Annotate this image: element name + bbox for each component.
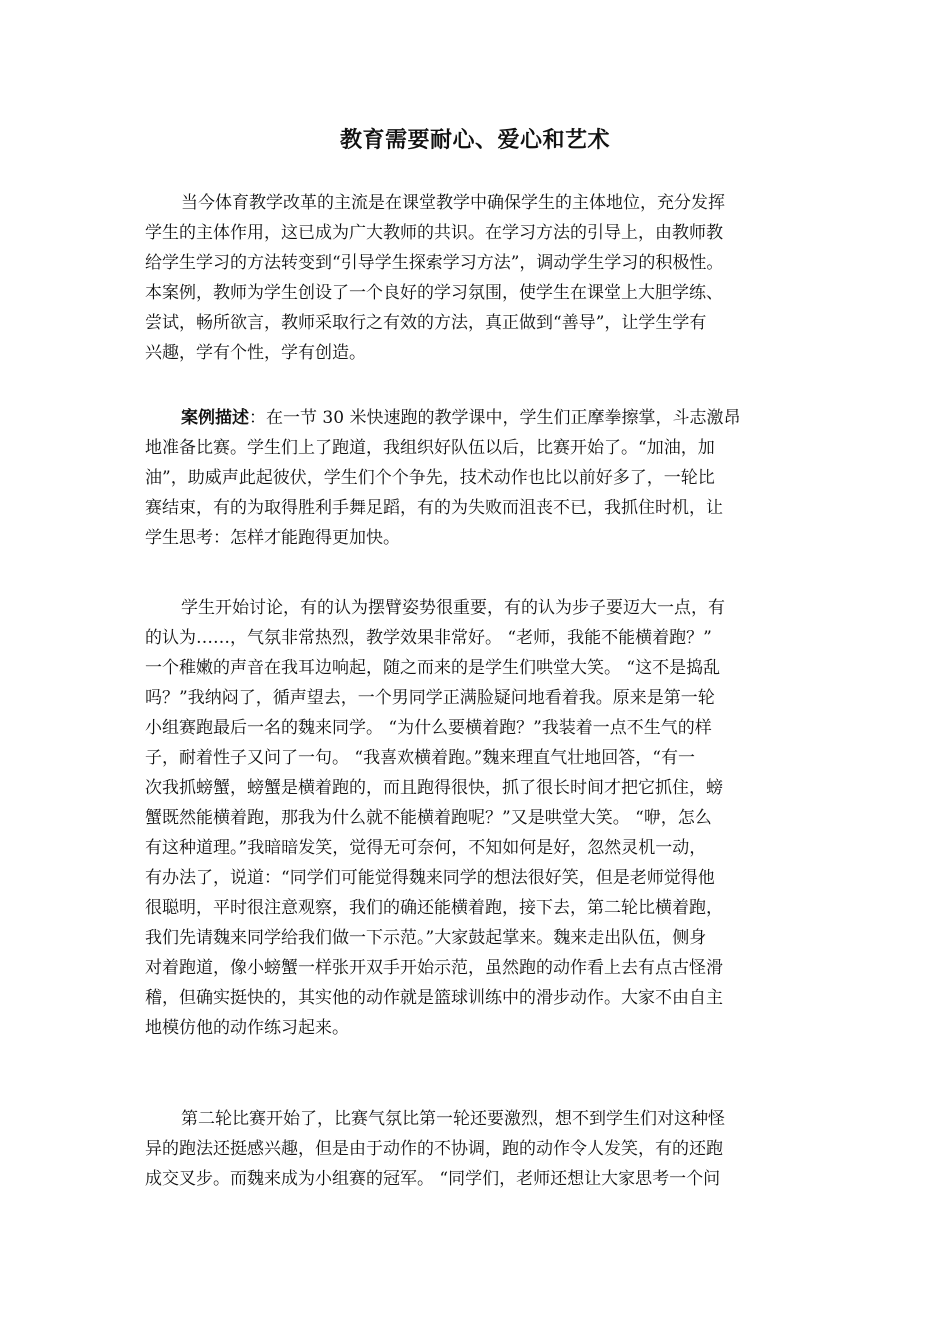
text-line: 给学生学习的方法转变到“引导学生探索学习方法”，调动学生学习的积极性。 — [145, 253, 724, 273]
paragraph-second-round — [145, 1104, 815, 1194]
text-line: 赛结束，有的为取得胜利手舞足蹈，有的为失败而沮丧不已，我抓住时机，让 — [145, 498, 723, 518]
text-line: 有办法了，说道：“同学们可能觉得魏来同学的想法很好笑，但是老师觉得他 — [145, 868, 715, 888]
text-line: 学生的主体作用，这已成为广大教师的共识。在学习方法的引导上，由教师教 — [145, 223, 723, 243]
text-line: 蟹既然能横着跑，那我为什么就不能横着跑呢？”又是哄堂大笑。 “咿，怎么 — [145, 808, 712, 828]
text-line: 对着跑道，像小螃蟹一样张开双手开始示范，虽然跑的动作看上去有点古怪滑 — [145, 958, 723, 978]
text-line: 异的跑法还挺感兴趣，但是由于动作的不协调，跑的动作令人发笑，有的还跑 — [145, 1139, 723, 1159]
text-line: 次我抓螃蟹，螃蟹是横着跑的，而且跑得很快，抓了很长时间才把它抓住，螃 — [145, 778, 723, 798]
case-description-first-line: ：在一节 30 米快速跑的教学课中，学生们正摩拳擦掌，斗志激昂 — [249, 408, 741, 428]
text-line: 有这种道理。”我暗暗发笑，觉得无可奈何，不知如何是好，忽然灵机一动， — [145, 838, 707, 858]
text-line: 小组赛跑最后一名的魏来同学。 “为什么要横着跑？”我装着一点不生气的样 — [145, 718, 712, 738]
text-line: 稽，但确实挺快的，其实他的动作就是篮球训练中的滑步动作。大家不由自主 — [145, 988, 723, 1008]
text-line: 子，耐着性子又问了一句。 “我喜欢横着跑。”魏来理直气壮地回答，“有一 — [145, 748, 695, 768]
text-line: 学生开始讨论，有的认为摆臂姿势很重要，有的认为步子要迈大一点，有 — [181, 598, 725, 618]
text-line: 很聪明，平时很注意观察，我们的确还能横着跑，接下去，第二轮比横着跑， — [145, 898, 723, 918]
text-line: 兴趣，学有个性，学有创造。 — [145, 343, 366, 363]
text-line: 成交叉步。而魏来成为小组赛的冠军。 “同学们，老师还想让大家思考一个问 — [145, 1169, 721, 1189]
paragraph-discussion — [145, 593, 815, 1043]
paragraph-case-description — [145, 403, 815, 553]
text-line — [145, 403, 815, 433]
text-line: 我们先请魏来同学给我们做一下示范。”大家鼓起掌来。魏来走出队伍，侧身 — [145, 928, 707, 948]
text-line: 地准备比赛。学生们上了跑道，我组织好队伍以后，比赛开始了。“加油，加 — [145, 438, 715, 458]
text-line: 油”，助威声此起彼伏，学生们个个争先，技术动作也比以前好多了，一轮比 — [145, 468, 715, 488]
text-line: 地模仿他的动作练习起来。 — [145, 1018, 349, 1038]
text-line: 吗？”我纳闷了，循声望去，一个男同学正满脸疑问地看着我。原来是第一轮 — [145, 688, 715, 708]
text-line: 的认为……，气氛非常热烈，教学效果非常好。 “老师，我能不能横着跑？” — [145, 628, 712, 648]
document-title: 教育需要耐心、爱心和艺术 — [339, 128, 610, 153]
text-line: 一个稚嫩的声音在我耳边响起，随之而来的是学生们哄堂大笑。 “这不是捣乱 — [145, 658, 721, 678]
text-line: 尝试，畅所欲言，教师采取行之有效的方法，真正做到“善导”，让学生学有 — [145, 313, 707, 333]
text-line: 本案例，教师为学生创设了一个良好的学习氛围，使学生在课堂上大胆学练、 — [145, 283, 723, 303]
text-line: 第二轮比赛开始了，比赛气氛比第一轮还要激烈，想不到学生们对这种怪 — [181, 1109, 725, 1129]
paragraph-intro — [145, 188, 815, 368]
case-description-label: 案例描述 — [181, 408, 249, 428]
text-line: 学生思考：怎样才能跑得更加快。 — [145, 528, 400, 548]
text-line: 当今体育教学改革的主流是在课堂教学中确保学生的主体地位，充分发挥 — [181, 193, 725, 213]
